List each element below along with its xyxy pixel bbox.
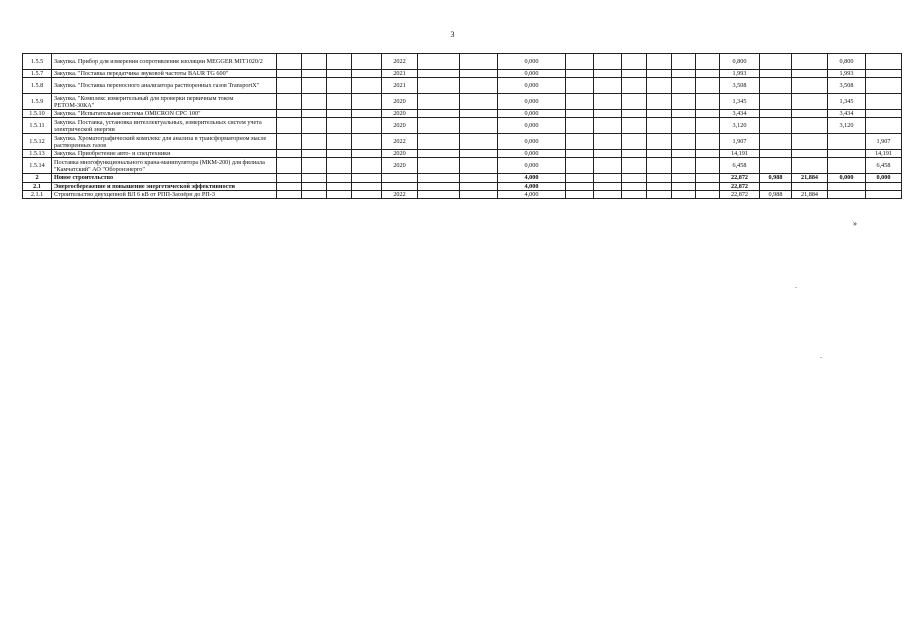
cell-c-total: 0,000 — [498, 110, 566, 118]
cell-c-v2 — [792, 150, 828, 158]
cell-empty — [327, 118, 352, 134]
cell-empty — [696, 78, 720, 94]
cell-empty — [327, 182, 352, 190]
cell-c-v3 — [828, 182, 866, 190]
cell-empty — [594, 118, 622, 134]
cell-c-inst: 3,434 — [720, 110, 760, 118]
table-row — [23, 150, 902, 158]
cell-name: Закупка. Прибор для измерения сопротивления изоляции MEGGER MIT1020/2 — [52, 54, 277, 70]
cell-c-v1 — [760, 78, 792, 94]
cell-c-v3 — [828, 150, 866, 158]
cell-empty — [672, 78, 696, 94]
cell-empty — [566, 174, 594, 182]
cell-empty — [327, 70, 352, 78]
cell-c-inst: 1,993 — [720, 70, 760, 78]
cell-empty — [594, 78, 622, 94]
cell-empty — [622, 78, 647, 94]
cell-c-total: 0,000 — [498, 150, 566, 158]
cell-empty — [696, 182, 720, 190]
cell-empty — [418, 118, 460, 134]
scan-speck — [820, 357, 822, 358]
cell-empty — [277, 190, 302, 198]
cell-c-v1 — [760, 54, 792, 70]
cell-c-v4 — [866, 78, 902, 94]
cell-empty — [327, 54, 352, 70]
cell-empty — [302, 182, 327, 190]
cell-empty — [647, 150, 672, 158]
cell-empty — [327, 150, 352, 158]
cell-empty — [594, 150, 622, 158]
cell-empty — [418, 78, 460, 94]
cell-code: 1.5.5 — [23, 54, 52, 70]
cell-c-v3: 3,434 — [828, 110, 866, 118]
cell-empty — [672, 182, 696, 190]
cell-c-inst: 1,345 — [720, 94, 760, 110]
table-row — [23, 134, 902, 150]
cell-empty — [352, 174, 382, 182]
table-row — [23, 182, 902, 190]
cell-empty — [566, 70, 594, 78]
cell-code: 1.5.9 — [23, 94, 52, 110]
cell-empty — [418, 190, 460, 198]
cell-empty — [327, 190, 352, 198]
cell-empty — [277, 54, 302, 70]
cell-empty — [696, 150, 720, 158]
cell-empty — [352, 150, 382, 158]
cell-empty — [302, 158, 327, 174]
cell-empty — [622, 54, 647, 70]
cell-empty — [460, 190, 498, 198]
cell-empty — [622, 134, 647, 150]
cell-code: 2 — [23, 174, 52, 182]
cell-empty — [622, 118, 647, 134]
cell-empty — [352, 94, 382, 110]
cell-code: 2.1 — [23, 182, 52, 190]
cell-empty — [302, 134, 327, 150]
cell-code: 1.5.7 — [23, 70, 52, 78]
cell-empty — [696, 118, 720, 134]
cell-c-v2 — [792, 54, 828, 70]
table-row — [23, 70, 902, 78]
cell-c-v3: 1,345 — [828, 94, 866, 110]
cell-year: 2020 — [382, 118, 418, 134]
cell-year: 2022 — [382, 190, 418, 198]
cell-empty — [418, 94, 460, 110]
cell-c-v4: 0,000 — [866, 174, 902, 182]
cell-c-v4 — [866, 70, 902, 78]
cell-empty — [460, 158, 498, 174]
cell-empty — [672, 190, 696, 198]
cell-empty — [594, 110, 622, 118]
cell-c-v2: 21,884 — [792, 190, 828, 198]
cell-empty — [460, 70, 498, 78]
cell-empty — [622, 70, 647, 78]
investment-table — [22, 53, 902, 199]
cell-empty — [302, 190, 327, 198]
cell-empty — [327, 158, 352, 174]
cell-empty — [672, 134, 696, 150]
cell-empty — [352, 134, 382, 150]
cell-empty — [622, 150, 647, 158]
table-row — [23, 78, 902, 94]
cell-name: Закупка. "Поставка переносного анализатора растворенных газов TransportX" — [52, 78, 277, 94]
cell-c-inst: 3,508 — [720, 78, 760, 94]
cell-year: 2021 — [382, 78, 418, 94]
cell-empty — [647, 134, 672, 150]
cell-c-inst: 14,191 — [720, 150, 760, 158]
cell-empty — [647, 94, 672, 110]
cell-c-inst: 22,872 — [720, 190, 760, 198]
cell-c-v3: 0,800 — [828, 54, 866, 70]
cell-empty — [647, 118, 672, 134]
cell-c-total: 0,000 — [498, 158, 566, 174]
cell-empty — [622, 174, 647, 182]
cell-empty — [418, 54, 460, 70]
cell-c-v4: 6,458 — [866, 158, 902, 174]
cell-c-v4 — [866, 118, 902, 134]
cell-c-v4 — [866, 94, 902, 110]
cell-empty — [672, 150, 696, 158]
cell-empty — [352, 78, 382, 94]
cell-c-v4 — [866, 190, 902, 198]
cell-c-v4 — [866, 110, 902, 118]
cell-name: Закупка. "Поставка передатчика звуковой частоты BAUR TG 600" — [52, 70, 277, 78]
cell-c-v1 — [760, 158, 792, 174]
cell-empty — [647, 158, 672, 174]
cell-empty — [352, 190, 382, 198]
cell-empty — [352, 70, 382, 78]
cell-c-v3: 1,993 — [828, 70, 866, 78]
cell-c-total: 0,000 — [498, 70, 566, 78]
cell-c-v1 — [760, 110, 792, 118]
cell-empty — [566, 150, 594, 158]
cell-year: 2020 — [382, 150, 418, 158]
cell-year: 2020 — [382, 94, 418, 110]
cell-empty — [672, 54, 696, 70]
cell-c-v3: 3,120 — [828, 118, 866, 134]
cell-c-v1: 0,988 — [760, 190, 792, 198]
cell-empty — [302, 174, 327, 182]
cell-empty — [594, 134, 622, 150]
cell-empty — [594, 182, 622, 190]
cell-empty — [696, 94, 720, 110]
cell-empty — [302, 150, 327, 158]
cell-empty — [566, 78, 594, 94]
cell-code: 1.5.14 — [23, 158, 52, 174]
cell-year: 2020 — [382, 110, 418, 118]
cell-empty — [302, 78, 327, 94]
table-row — [23, 54, 902, 70]
cell-empty — [566, 190, 594, 198]
cell-c-v1 — [760, 70, 792, 78]
cell-c-total: 0,000 — [498, 78, 566, 94]
cell-empty — [327, 78, 352, 94]
cell-empty — [277, 158, 302, 174]
cell-c-v4: 14,191 — [866, 150, 902, 158]
cell-year: 2020 — [382, 158, 418, 174]
cell-empty — [352, 158, 382, 174]
cell-code: 1.5.12 — [23, 134, 52, 150]
cell-empty — [352, 182, 382, 190]
cell-year — [382, 174, 418, 182]
cell-year: 2022 — [382, 134, 418, 150]
cell-empty — [594, 54, 622, 70]
cell-name: Закупка. Хроматографический комплекс для анализа в трансформаторном масле растворенных газов — [52, 134, 277, 150]
cell-empty — [277, 150, 302, 158]
cell-empty — [647, 190, 672, 198]
scan-speck — [795, 287, 797, 288]
cell-empty — [352, 110, 382, 118]
cell-c-inst: 3,120 — [720, 118, 760, 134]
cell-code: 1.5.13 — [23, 150, 52, 158]
cell-empty — [647, 174, 672, 182]
cell-empty — [566, 118, 594, 134]
cell-empty — [460, 182, 498, 190]
cell-empty — [460, 150, 498, 158]
cell-c-v2 — [792, 70, 828, 78]
table-row — [23, 174, 902, 182]
cell-c-v3 — [828, 190, 866, 198]
cell-empty — [418, 158, 460, 174]
cell-name: Закупка. Приобретение авто- и спецтехники — [52, 150, 277, 158]
cell-empty — [418, 174, 460, 182]
cell-c-v1 — [760, 150, 792, 158]
cell-name: Закупка. "Испытательная система OMICRON CPC 100" — [52, 110, 277, 118]
cell-c-inst: 6,458 — [720, 158, 760, 174]
cell-c-v1 — [760, 134, 792, 150]
cell-c-inst: 0,800 — [720, 54, 760, 70]
cell-name: Поставка многофункционального крана-манипулятора (МКМ-200) для филиала "Камчатский" АО "Оборонэнерго" — [52, 158, 277, 174]
cell-c-v3 — [828, 158, 866, 174]
cell-empty — [460, 78, 498, 94]
cell-empty — [302, 70, 327, 78]
cell-empty — [460, 118, 498, 134]
cell-empty — [277, 174, 302, 182]
cell-empty — [622, 110, 647, 118]
cell-empty — [327, 94, 352, 110]
cell-empty — [647, 182, 672, 190]
cell-empty — [327, 134, 352, 150]
cell-empty — [302, 118, 327, 134]
cell-c-v2 — [792, 118, 828, 134]
cell-empty — [566, 110, 594, 118]
cell-code: 1.5.8 — [23, 78, 52, 94]
cell-c-total: 0,000 — [498, 94, 566, 110]
cell-empty — [594, 70, 622, 78]
cell-empty — [672, 70, 696, 78]
cell-c-total: 4,000 — [498, 190, 566, 198]
cell-c-v1 — [760, 94, 792, 110]
cell-c-v2 — [792, 110, 828, 118]
cell-empty — [566, 158, 594, 174]
table-row — [23, 118, 902, 134]
cell-empty — [302, 110, 327, 118]
cell-c-v1 — [760, 182, 792, 190]
page-number: 3 — [450, 30, 455, 39]
cell-empty — [696, 158, 720, 174]
cell-empty — [277, 134, 302, 150]
cell-empty — [277, 94, 302, 110]
cell-empty — [696, 70, 720, 78]
cell-empty — [418, 134, 460, 150]
cell-empty — [622, 158, 647, 174]
cell-empty — [672, 110, 696, 118]
cell-empty — [277, 182, 302, 190]
cell-empty — [696, 190, 720, 198]
table-row — [23, 158, 902, 174]
cell-name: Закупка. Поставка, установка интеллектуальных, измерительных систем учета электрической энергии — [52, 118, 277, 134]
cell-empty — [647, 110, 672, 118]
cell-empty — [277, 118, 302, 134]
cell-empty — [460, 134, 498, 150]
cell-empty — [672, 158, 696, 174]
table-row — [23, 94, 902, 110]
cell-empty — [622, 182, 647, 190]
cell-empty — [566, 182, 594, 190]
cell-empty — [352, 54, 382, 70]
cell-c-v3: 3,508 — [828, 78, 866, 94]
cell-c-v2: 21,884 — [792, 174, 828, 182]
cell-code: 1.5.11 — [23, 118, 52, 134]
cell-code: 2.1.1 — [23, 190, 52, 198]
cell-empty — [566, 54, 594, 70]
cell-name: Новое строительство — [52, 174, 277, 182]
cell-c-v1: 0,988 — [760, 174, 792, 182]
cell-empty — [460, 110, 498, 118]
cell-empty — [594, 158, 622, 174]
cell-c-v4 — [866, 54, 902, 70]
cell-empty — [672, 94, 696, 110]
cell-c-total: 4,000 — [498, 174, 566, 182]
cell-year — [382, 182, 418, 190]
cell-c-total: 0,000 — [498, 118, 566, 134]
cell-empty — [647, 70, 672, 78]
cell-empty — [672, 174, 696, 182]
cell-empty — [460, 54, 498, 70]
table-row — [23, 110, 902, 118]
cell-c-v1 — [760, 118, 792, 134]
cell-empty — [696, 54, 720, 70]
cell-empty — [622, 94, 647, 110]
cell-empty — [327, 110, 352, 118]
cell-empty — [594, 174, 622, 182]
cell-year: 2022 — [382, 54, 418, 70]
closing-quote-mark: » — [853, 219, 857, 228]
cell-c-v3 — [828, 134, 866, 150]
cell-empty — [696, 110, 720, 118]
cell-empty — [418, 182, 460, 190]
cell-code: 1.5.10 — [23, 110, 52, 118]
cell-c-inst: 22,872 — [720, 182, 760, 190]
cell-empty — [352, 118, 382, 134]
cell-c-v2 — [792, 158, 828, 174]
table-row — [23, 190, 902, 198]
cell-c-inst: 22,872 — [720, 174, 760, 182]
cell-empty — [647, 78, 672, 94]
cell-name: Строительство двухцепной ВЛ 6 кВ от РПП-Заозёрн до РП-3 — [52, 190, 277, 198]
cell-empty — [418, 150, 460, 158]
cell-empty — [566, 94, 594, 110]
cell-empty — [418, 70, 460, 78]
cell-year: 2021 — [382, 70, 418, 78]
cell-c-v2 — [792, 134, 828, 150]
cell-c-v3: 0,000 — [828, 174, 866, 182]
cell-c-total: 0,000 — [498, 134, 566, 150]
cell-empty — [672, 118, 696, 134]
cell-empty — [594, 94, 622, 110]
investment-table-wrapper — [22, 53, 902, 199]
cell-empty — [622, 190, 647, 198]
cell-empty — [460, 174, 498, 182]
cell-c-v2 — [792, 94, 828, 110]
cell-empty — [418, 110, 460, 118]
cell-empty — [302, 54, 327, 70]
cell-c-v4 — [866, 182, 902, 190]
cell-empty — [696, 134, 720, 150]
cell-c-inst: 1,907 — [720, 134, 760, 150]
cell-name: Закупка. "Комплекс измерительный для проверки первичным током РЕТОМ-30КА" — [52, 94, 277, 110]
cell-empty — [277, 70, 302, 78]
cell-empty — [647, 54, 672, 70]
cell-empty — [566, 134, 594, 150]
cell-c-v2 — [792, 78, 828, 94]
cell-empty — [302, 94, 327, 110]
cell-c-v4: 1,907 — [866, 134, 902, 150]
cell-empty — [696, 174, 720, 182]
cell-empty — [277, 110, 302, 118]
cell-empty — [460, 94, 498, 110]
cell-empty — [594, 190, 622, 198]
cell-name: Энергосбережение и повышение энергетической эффективности — [52, 182, 277, 190]
cell-empty — [327, 174, 352, 182]
cell-c-v2 — [792, 182, 828, 190]
cell-c-total: 4,000 — [498, 182, 566, 190]
table-body — [23, 54, 902, 199]
cell-c-total: 0,000 — [498, 54, 566, 70]
cell-empty — [277, 78, 302, 94]
